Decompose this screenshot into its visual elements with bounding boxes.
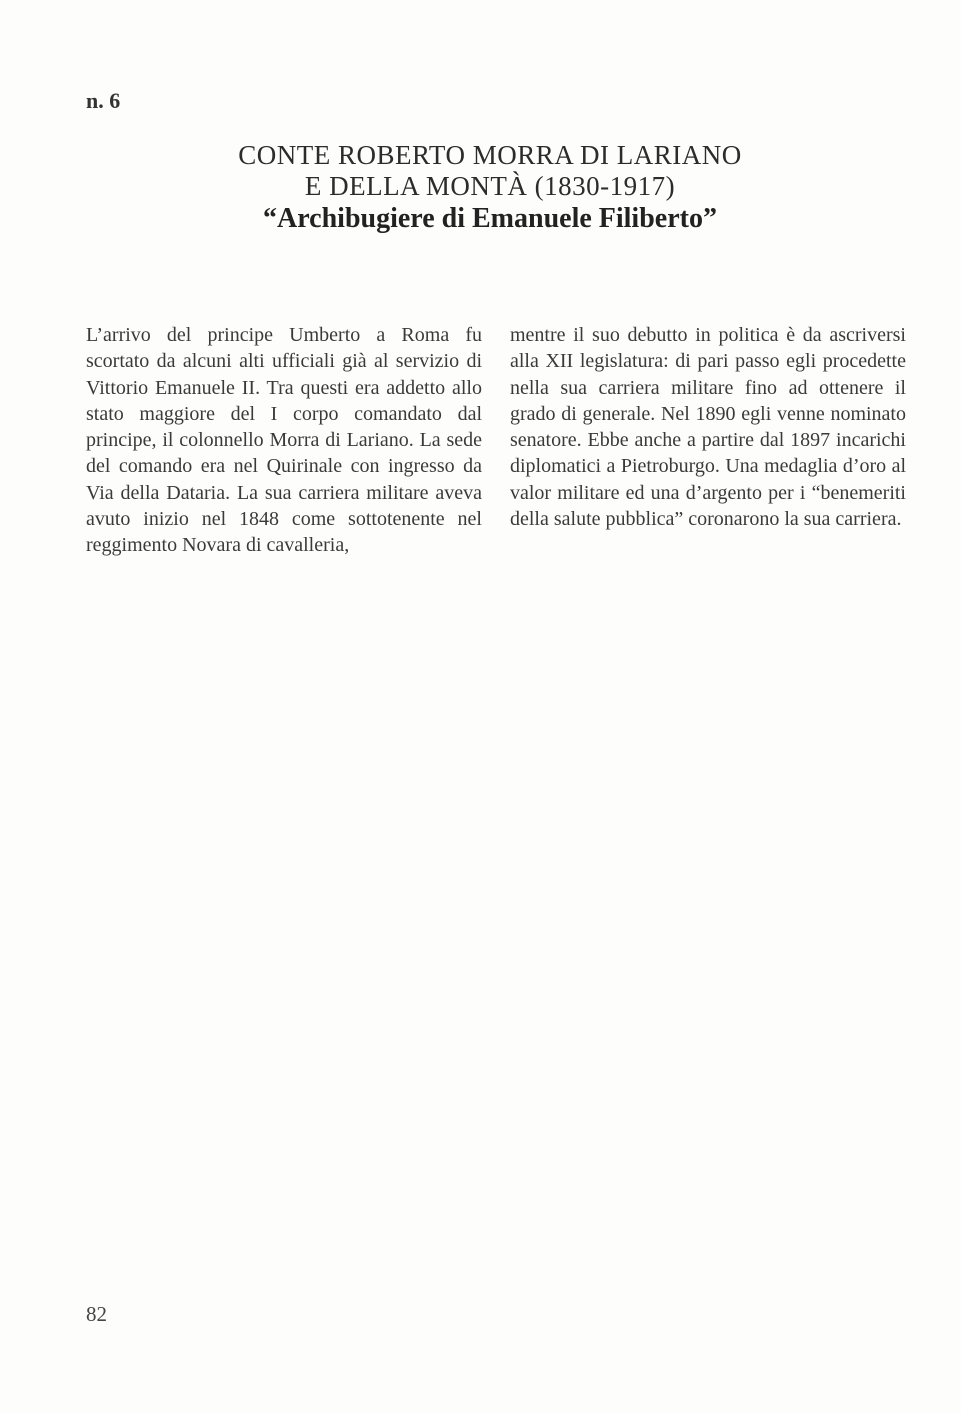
entry-number: n. 6 [86, 88, 121, 113]
title-line-2: E DELLA MONTÀ (1830-1917) [304, 171, 676, 201]
title-block [180, 140, 800, 236]
text-column-right: mentre il suo debutto in politica è da ascriversi alla XII legislatura: di pari passo egli procedette nella sua carriera militare fino ad ottenere il grado di generale. Nel 1890 egli venne nominato senatore. Ebbe anche a partire dal 1897 incarichi diplomatici a Pietroburgo. Una medaglia d’oro al valor militare ed una d’argento per i “benemeriti della salute pubblica” coronarono la sua carriera. [510, 324, 906, 531]
title-line-1: CONTE ROBERTO MORRA DI LARIANO [238, 140, 742, 170]
subtitle: “Archibugiere di Emanuele Filiberto” [263, 203, 717, 234]
text-column-left: L’arrivo del principe Umberto a Roma fu scortato da alcuni alti ufficiali già al servizio di Vittorio Emanuele II. Tra questi era addetto allo stato maggiore del I corpo comandato dal principe, il colonnello Morra di Lariano. La sede del comando era nel Quirinale con ingresso da Via della Dataria. La sua carriera militare aveva avuto inizio nel 1848 come sottotenente nel reggimento Novara di cavalleria, [86, 324, 482, 557]
page-number: 82 [86, 1302, 107, 1326]
body-text [86, 322, 906, 559]
